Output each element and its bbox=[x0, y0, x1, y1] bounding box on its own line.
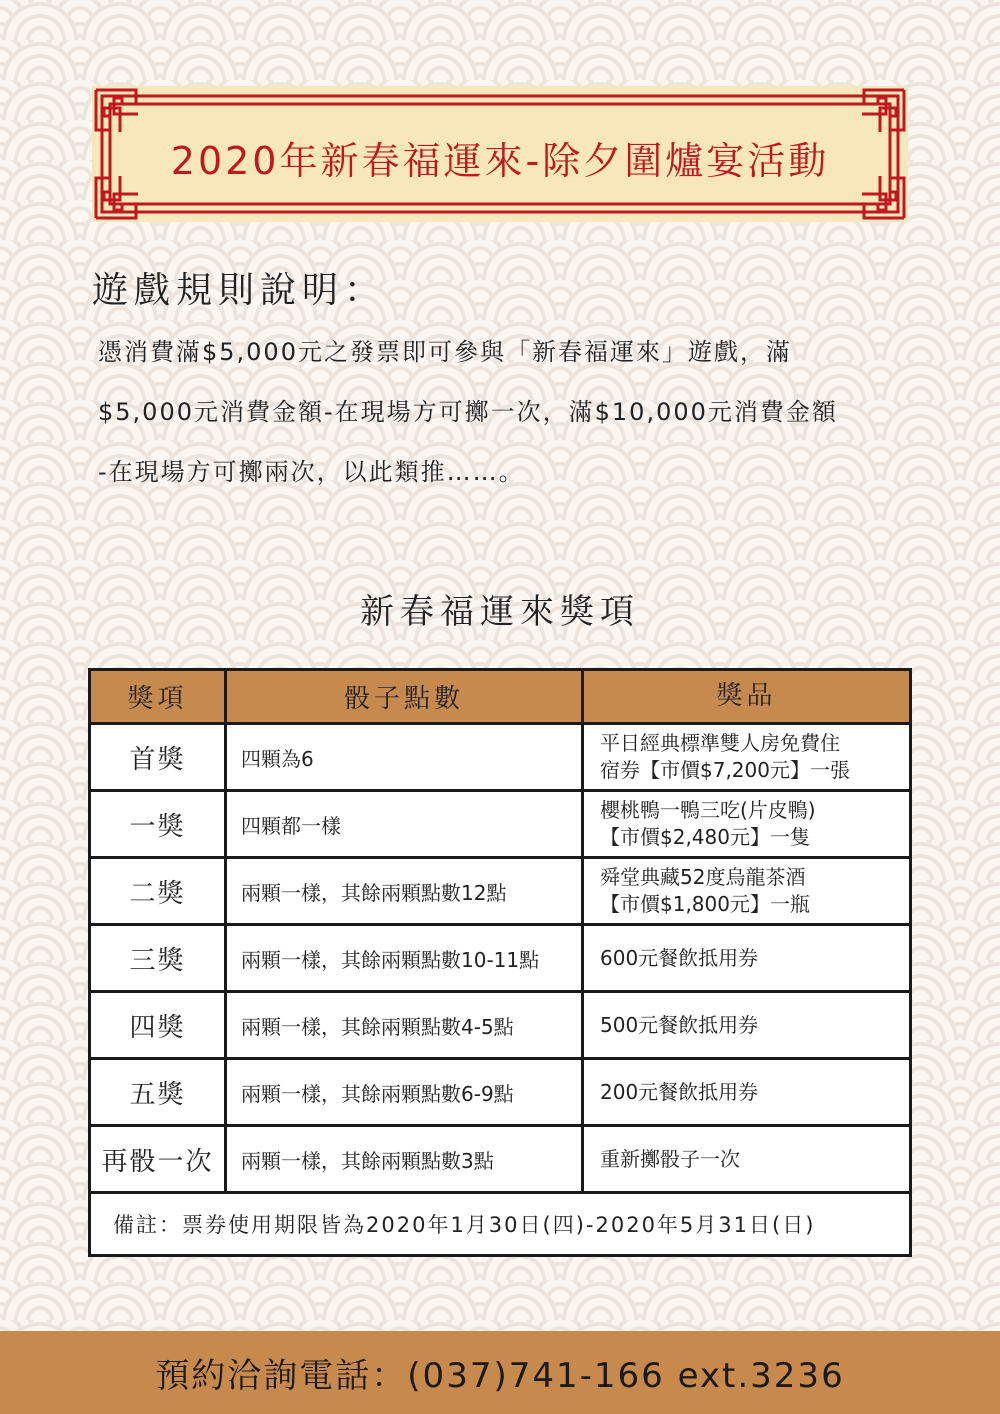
prize-item: 重新擲骰子一次 bbox=[600, 1146, 740, 1171]
rules-heading: 遊戲規則說明： bbox=[92, 270, 387, 311]
prize-level: 五獎 bbox=[91, 1060, 227, 1124]
contact-phone: 預約洽詢電話：(037)741-166 ext.3236 bbox=[155, 1356, 845, 1396]
page-title: 2020年新春福運來-除夕圍爐宴活動 bbox=[170, 139, 830, 183]
header-level: 獎項 bbox=[91, 671, 227, 722]
prize-item: 櫻桃鴨一鴨三吃(片皮鴨) 【市價$2,480元】一隻 bbox=[600, 798, 816, 849]
table-row bbox=[91, 1057, 909, 1124]
dice-condition: 四顆為6 bbox=[227, 725, 584, 789]
prize-item: 500元餐飲抵用券 bbox=[600, 1012, 759, 1037]
dice-condition: 兩顆一樣，其餘兩顆點數4-5點 bbox=[227, 993, 584, 1057]
validity-note: 備註：票券使用期限皆為2020年1月30日(四)-2020年5月31日(日) bbox=[91, 1191, 909, 1254]
rules-line: 憑消費滿$5,000元之發票即可參與「新春福運來」遊戲，滿 bbox=[98, 338, 792, 366]
table-row bbox=[91, 856, 909, 923]
table-row bbox=[91, 789, 909, 856]
prize-level: 首獎 bbox=[91, 725, 227, 789]
dice-condition: 兩顆一樣，其餘兩顆點數3點 bbox=[227, 1127, 584, 1191]
prize-item: 600元餐飲抵用券 bbox=[600, 945, 759, 970]
rules-line: -在現場方可擲兩次，以此類推……。 bbox=[98, 458, 525, 486]
prize-item: 200元餐飲抵用券 bbox=[600, 1079, 759, 1104]
prize-level: 四獎 bbox=[91, 993, 227, 1057]
header-dice: 骰子點數 bbox=[227, 671, 584, 722]
prize-level: 三獎 bbox=[91, 926, 227, 990]
prize-level: 一獎 bbox=[91, 792, 227, 856]
table-header-row bbox=[91, 671, 909, 722]
header-prize: 獎品 bbox=[716, 681, 777, 711]
dice-condition: 兩顆一樣，其餘兩顆點數12點 bbox=[227, 859, 584, 923]
rules-line: $5,000元消費金額-在現場方可擲一次，滿$10,000元消費金額 bbox=[98, 398, 838, 426]
contact-footer bbox=[0, 1331, 1000, 1414]
table-row bbox=[91, 722, 909, 789]
dice-condition: 兩顆一樣，其餘兩顆點數10-11點 bbox=[227, 926, 584, 990]
dice-condition: 兩顆一樣，其餘兩顆點數6-9點 bbox=[227, 1060, 584, 1124]
prize-level: 再骰一次 bbox=[91, 1127, 227, 1191]
prize-table bbox=[88, 668, 912, 1257]
table-row bbox=[91, 990, 909, 1057]
prize-level: 二獎 bbox=[91, 859, 227, 923]
title-banner bbox=[92, 86, 908, 222]
prize-section-title: 新春福運來獎項 bbox=[360, 592, 640, 632]
prize-item: 舜堂典藏52度烏龍茶酒 【市價$1,800元】一瓶 bbox=[600, 865, 810, 916]
dice-condition: 四顆都一樣 bbox=[227, 792, 584, 856]
table-row bbox=[91, 923, 909, 990]
table-row bbox=[91, 1124, 909, 1191]
prize-item: 平日經典標準雙人房免費住 宿券【市價$7,200元】一張 bbox=[600, 731, 850, 782]
